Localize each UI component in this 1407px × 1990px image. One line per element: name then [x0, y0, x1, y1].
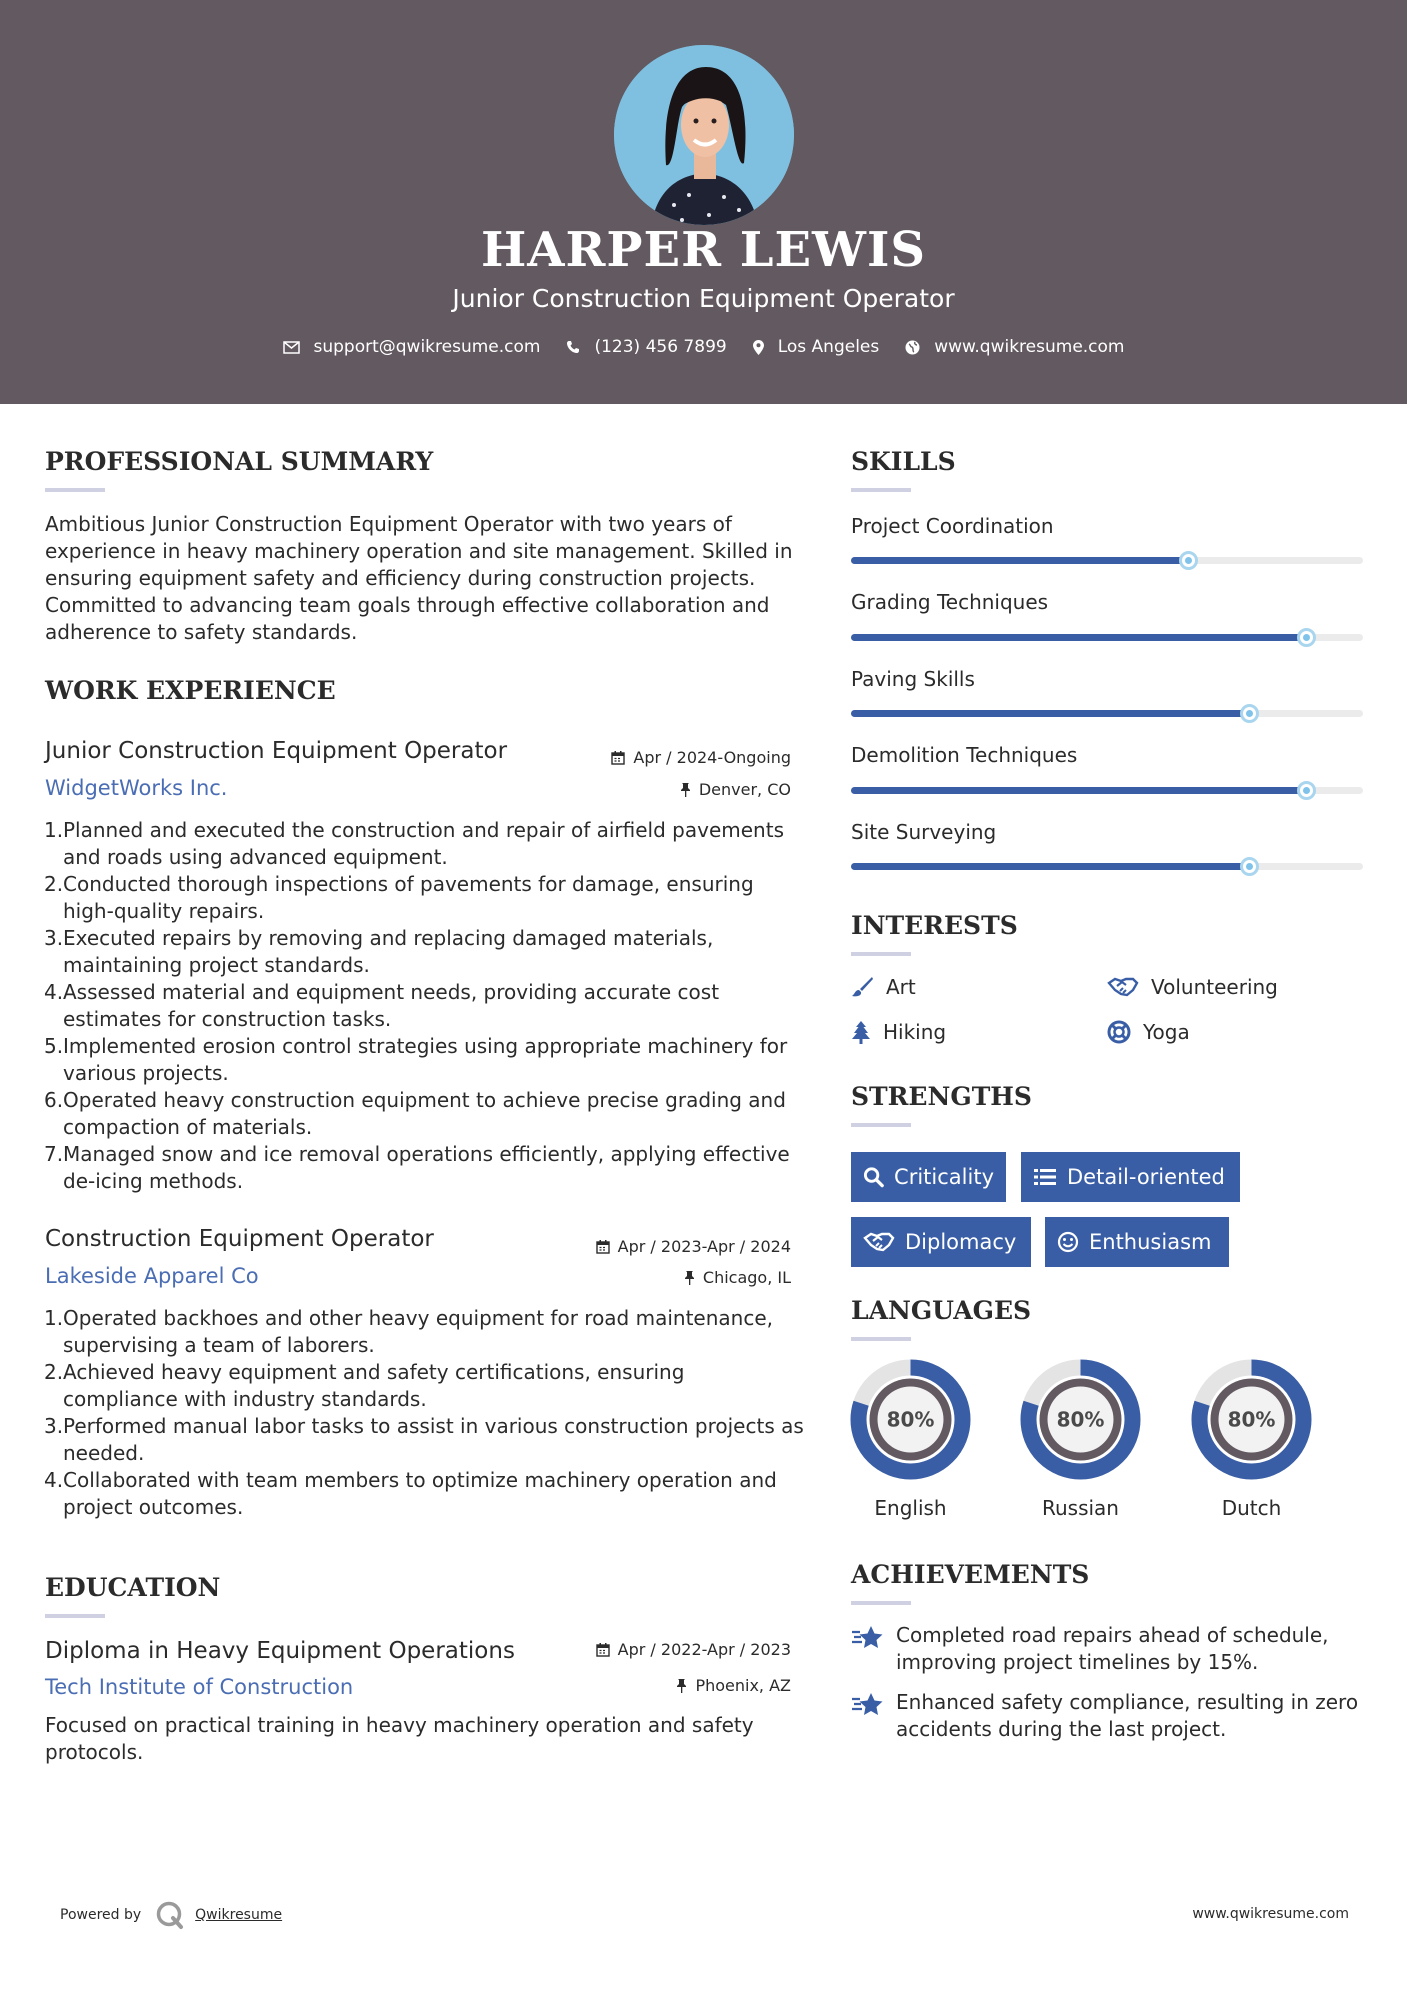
skill-knob: [1297, 781, 1316, 800]
skill-knob: [1179, 551, 1198, 570]
strength-badge: Criticality: [851, 1152, 1006, 1202]
strength-badge: Diplomacy: [851, 1217, 1031, 1267]
skill-knob: [1240, 857, 1259, 876]
tree-icon: [851, 1020, 871, 1044]
profile-photo: [614, 45, 794, 225]
language-ring: [848, 1357, 973, 1482]
interest-item: Hiking: [851, 1020, 946, 1044]
candidate-title: Junior Construction Equipment Operator: [452, 284, 955, 313]
skill-fill: [851, 710, 1250, 717]
list-item: 7 . Managed snow and ice removal operations efficiently, applying effective de-icing methods.: [44, 1141, 804, 1195]
gauge-percent: 80%: [886, 1407, 935, 1432]
interests-heading: INTERESTS: [851, 911, 1018, 940]
calendar-icon: [596, 1642, 610, 1657]
job-duties: [44, 817, 804, 1195]
skill-bar: [851, 787, 1363, 794]
candidate-name: HARPER LEWIS: [480, 222, 927, 278]
job-company[interactable]: Lakeside Apparel Co: [45, 1264, 259, 1288]
powered-by-text: Powered by: [60, 1907, 142, 1923]
achievement-item: Enhanced safety compliance, resulting in zero accidents during the last project.: [851, 1689, 1371, 1743]
search-icon: [863, 1166, 884, 1188]
star-icon: [851, 1624, 884, 1651]
job-location-text: Denver, CO: [698, 780, 791, 799]
list-item: 2 . Achieved heavy equipment and safety certifications, ensuring compliance with industry standards.: [44, 1359, 804, 1413]
handshake-icon: [1107, 976, 1139, 998]
language-gauge: [1018, 1357, 1143, 1486]
phone-icon: [566, 340, 580, 354]
contact-location: [753, 337, 880, 357]
achievement-item: Completed road repairs ahead of schedule, improving project timelines by 15%.: [851, 1622, 1371, 1676]
contact-location-text: Los Angeles: [777, 337, 880, 357]
language-ring: [1018, 1357, 1143, 1482]
contact-bar: [0, 337, 1407, 357]
strength-badge: Detail-oriented: [1021, 1152, 1240, 1202]
job-dates: [596, 1237, 791, 1256]
job-duties: [44, 1305, 804, 1521]
languages-underline: [851, 1337, 911, 1341]
strength-badge: Enthusiasm: [1045, 1217, 1229, 1267]
list-item: 1 . Operated backhoes and other heavy equipment for road maintenance, supervising a team of laborers.: [44, 1305, 804, 1359]
skill-fill: [851, 787, 1307, 794]
pushpin-icon: [676, 1678, 687, 1693]
envelope-icon: [283, 341, 300, 354]
job-company[interactable]: WidgetWorks Inc.: [45, 776, 228, 800]
list-item: 4 . Collaborated with team members to optimize machinery operation and project outcomes.: [44, 1467, 804, 1521]
education-location-text: Phoenix, AZ: [695, 1676, 791, 1695]
strengths-heading: STRENGTHS: [851, 1082, 1032, 1111]
skill-bar: [851, 557, 1363, 564]
footer-website[interactable]: www.qwikresume.com: [1192, 1906, 1349, 1922]
skill-knob: [1240, 704, 1259, 723]
handshake-icon: [863, 1231, 895, 1253]
skill-bar: [851, 634, 1363, 641]
pushpin-icon: [684, 1270, 695, 1285]
skill-fill: [851, 557, 1189, 564]
contact-phone[interactable]: [566, 337, 726, 357]
contact-email[interactable]: [283, 337, 541, 357]
job-location: [680, 780, 791, 799]
contact-email-text: support@qwikresume.com: [313, 337, 541, 357]
education-underline: [45, 1614, 105, 1618]
job-dates-text: Apr / 2024-Ongoing: [633, 748, 791, 767]
skill-fill: [851, 634, 1307, 641]
language-label: Russian: [1041, 1496, 1119, 1520]
star-icon: [851, 1691, 884, 1718]
interest-item: Art: [851, 975, 916, 999]
calendar-icon: [611, 750, 625, 765]
job-title: Junior Construction Equipment Operator: [45, 738, 508, 764]
achievements-underline: [851, 1601, 911, 1605]
gauge-percent: 80%: [1227, 1407, 1276, 1432]
brand-link[interactable]: Qwikresume: [195, 1907, 283, 1923]
globe-icon: [905, 340, 920, 355]
contact-website[interactable]: [905, 337, 1124, 357]
education-dates: [596, 1640, 791, 1659]
interest-item: Yoga: [1107, 1020, 1190, 1044]
summary-underline: [45, 488, 105, 492]
strengths-underline: [851, 1123, 911, 1127]
map-pin-icon: [753, 340, 764, 355]
pushpin-icon: [680, 782, 691, 797]
paintbrush-icon: [851, 976, 874, 998]
job-dates: [611, 748, 791, 767]
education-heading: EDUCATION: [45, 1573, 221, 1602]
skill-label: Demolition Techniques: [851, 743, 1078, 767]
school-name[interactable]: Tech Institute of Construction: [45, 1675, 354, 1699]
list-item: 3 . Executed repairs by removing and replacing damaged materials, maintaining project standards.: [44, 925, 804, 979]
language-gauge: [848, 1357, 973, 1486]
list-item: 3 . Performed manual labor tasks to assist in various construction projects as needed.: [44, 1413, 804, 1467]
skill-label: Project Coordination: [851, 514, 1054, 538]
language-label: Dutch: [1221, 1496, 1282, 1520]
skill-fill: [851, 863, 1250, 870]
job-dates-text: Apr / 2023-Apr / 2024: [617, 1237, 791, 1256]
skills-heading: SKILLS: [851, 447, 956, 476]
list-item: 5 . Implemented erosion control strategies using appropriate machinery for various projects.: [44, 1033, 804, 1087]
lifering-icon: [1107, 1020, 1131, 1044]
calendar-icon: [596, 1239, 610, 1254]
skill-bar: [851, 863, 1363, 870]
interests-underline: [851, 952, 911, 956]
interest-item: Volunteering: [1107, 975, 1278, 999]
list-icon: [1033, 1167, 1057, 1187]
skill-label: Paving Skills: [851, 667, 975, 691]
job-location-text: Chicago, IL: [702, 1268, 791, 1287]
education-location: [676, 1676, 791, 1695]
language-gauge: [1189, 1357, 1314, 1486]
education-dates-text: Apr / 2022-Apr / 2023: [617, 1640, 791, 1659]
skills-underline: [851, 488, 911, 492]
list-item: 1 . Planned and executed the construction and repair of airfield pavements and roads using advanced equipment.: [44, 817, 804, 871]
language-label: English: [874, 1496, 947, 1520]
summary-heading: PROFESSIONAL SUMMARY: [45, 447, 434, 476]
achievements-heading: ACHIEVEMENTS: [851, 1560, 1090, 1589]
list-item: 6 . Operated heavy construction equipment to achieve precise grading and compaction of materials.: [44, 1087, 804, 1141]
language-ring: [1189, 1357, 1314, 1482]
job-location: [684, 1268, 791, 1287]
contact-phone-text: (123) 456 7899: [594, 337, 727, 357]
resume-header: [0, 0, 1407, 404]
languages-heading: LANGUAGES: [851, 1296, 1032, 1325]
gauge-percent: 80%: [1056, 1407, 1105, 1432]
list-item: 2 . Conducted thorough inspections of pavements for damage, ensuring high-quality repairs.: [44, 871, 804, 925]
contact-website-text: www.qwikresume.com: [934, 337, 1125, 357]
job-title: Construction Equipment Operator: [45, 1226, 434, 1252]
footer-powered-by: [60, 1900, 282, 1930]
skill-label: Grading Techniques: [851, 590, 1049, 614]
skill-label: Site Surveying: [851, 820, 997, 844]
work-heading: WORK EXPERIENCE: [45, 676, 336, 705]
education-text: Focused on practical training in heavy machinery operation and safety protocols.: [45, 1713, 754, 1764]
qwikresume-logo-icon: [155, 1900, 185, 1930]
list-item: 4 . Assessed material and equipment needs, providing accurate cost estimates for construction tasks.: [44, 979, 804, 1033]
skill-knob: [1297, 628, 1316, 647]
skill-bar: [851, 710, 1363, 717]
degree-title: Diploma in Heavy Equipment Operations: [45, 1638, 515, 1664]
smile-icon: [1057, 1231, 1079, 1253]
summary-text: Ambitious Junior Construction Equipment Operator with two years of experience in heavy machinery operation and site management. Skilled in ensuring equipment safety and efficiency during construction projects. Committed to advancing team goals through effective collaboration and adherence to safety standards.: [45, 512, 793, 644]
